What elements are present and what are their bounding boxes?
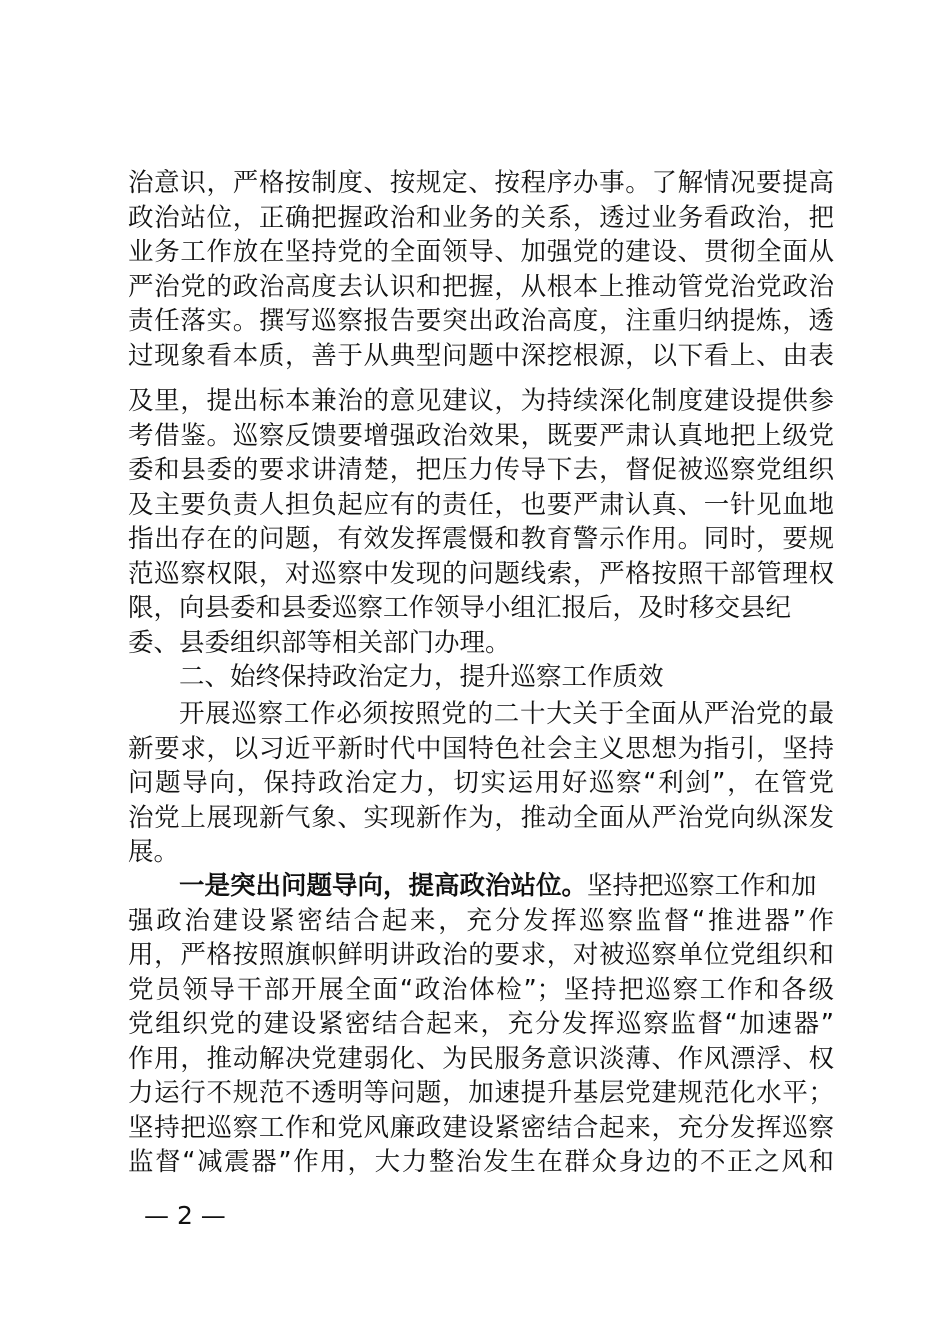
text-line: 及主要负责人担负起应有的责任，也要严肃认真、一针见血地 [128,490,834,520]
text-line: 严治党的政治高度去认识和把握，从根本上推动管党治党政治 [128,272,834,302]
text-line: 考借鉴。巡察反馈要增强政治效果，既要严肃认真地把上级党 [128,421,834,451]
text-line: 限，向县委和县委巡察工作领导小组汇报后，及时移交县纪 [128,593,792,623]
text-line: 开展巡察工作必须按照党的二十大关于全面从严治党的最 [179,699,834,729]
section-heading: 二、始终保持政治定力，提升巡察工作质效 [179,662,664,692]
text-line: 用，严格按照旗帜鲜明讲政治的要求，对被巡察单位党组织和 [128,940,834,970]
text-line: 业务工作放在坚持党的全面领导、加强党的建设、贯彻全面从 [128,237,834,267]
text-line: 监督“减震器”作用，大力整治发生在群众身边的不正之风和 [128,1147,834,1177]
text-line: 政治站位，正确把握政治和业务的关系，透过业务看政治，把 [128,203,834,233]
text-line: 党组织党的建设紧密结合起来，充分发挥巡察监督“加速器” [128,1009,834,1039]
page-number: — 2 — [144,1201,226,1230]
text-line: 指出存在的问题，有效发挥震慑和教育警示作用。同时，要规 [128,524,834,554]
bold-lead: 一是突出问题导向，提高政治站位。 [179,871,588,901]
text-line: 治意识，严格按制度、按规定、按程序办事。了解情况要提高 [128,168,834,198]
text-line: 强政治建设紧密结合起来，充分发挥巡察监督“推进器”作 [128,906,834,936]
text-line: 过现象看本质，善于从典型问题中深挖根源，以下看上、由表 [128,341,834,371]
text-line: 新要求，以习近平新时代中国特色社会主义思想为指引，坚持 [128,734,834,764]
text-line: 及里，提出标本兼治的意见建议，为持续深化制度建设提供参 [128,386,834,416]
text-line: 问题导向，保持政治定力，切实运用好巡察“利剑”，在管党 [128,768,834,798]
text-line: 作用，推动解决党建弱化、为民服务意识淡薄、作风漂浮、权 [128,1044,834,1074]
text-line: 范巡察权限，对巡察中发现的问题线索，严格按照干部管理权 [128,559,834,589]
text-line: 治党上展现新气象、实现新作为，推动全面从严治党向纵深发 [128,803,834,833]
text-line: 委、县委组织部等相关部门办理。 [128,628,511,658]
text-line: 展。 [128,837,180,867]
text-line: 党员领导干部开展全面“政治体检”；坚持把巡察工作和各级 [128,975,834,1005]
text-line [128,868,834,904]
text-line: 坚持把巡察工作和党风廉政建设紧密结合起来，充分发挥巡察 [128,1113,834,1143]
text-line: 力运行不规范不透明等问题，加速提升基层党建规范化水平； [128,1078,834,1108]
text-line: 委和县委的要求讲清楚，把压力传导下去，督促被巡察党组织 [128,455,834,485]
text-run: 坚持把巡察工作和加 [587,871,817,901]
text-line: 责任落实。撰写巡察报告要突出政治高度，注重归纳提炼，透 [128,306,834,336]
